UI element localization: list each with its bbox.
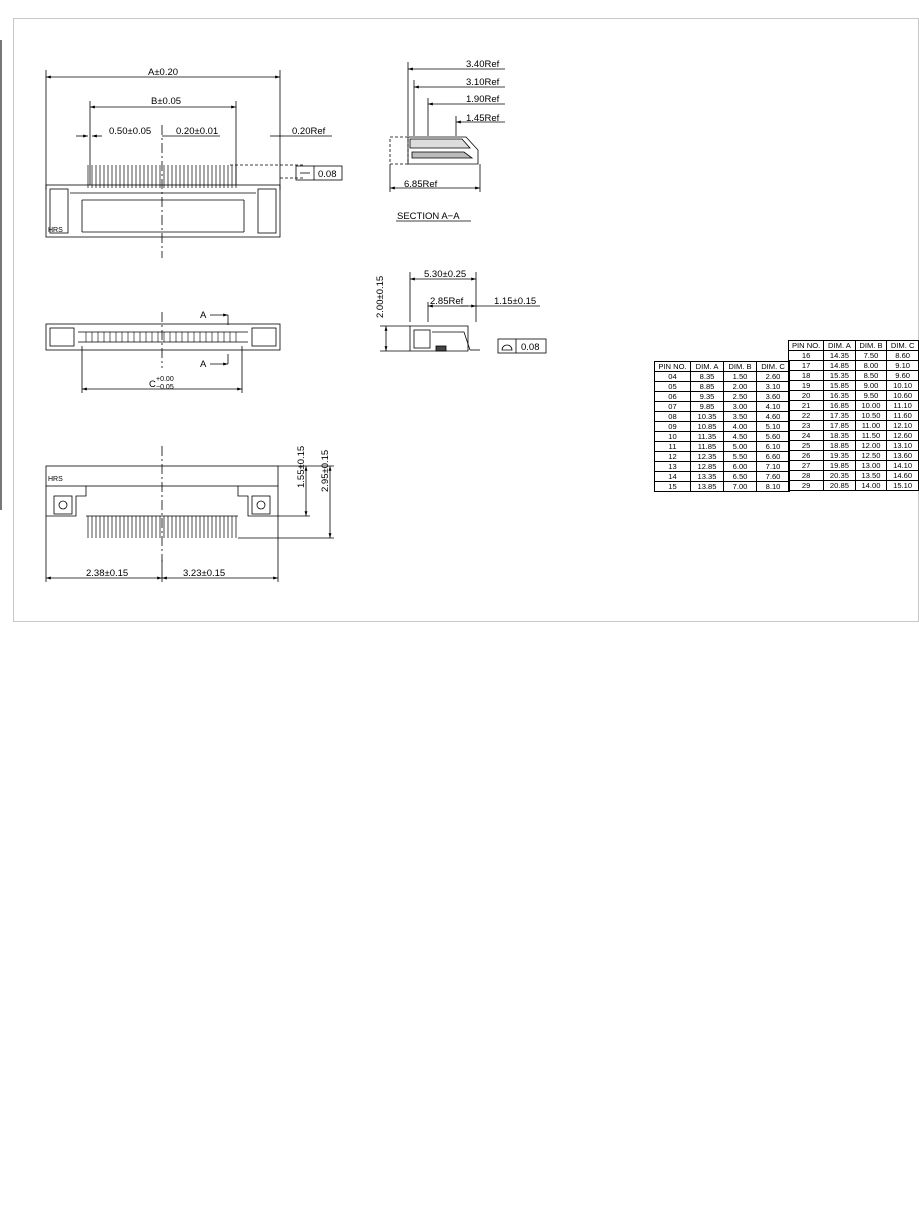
table-row: [655, 372, 790, 382]
table-cell: 28: [789, 471, 824, 481]
table-cell: 13.50: [855, 471, 887, 481]
table-cell: 14: [655, 472, 691, 482]
bottom-d2: 2.95±0.15: [320, 449, 331, 492]
table-header-row: [789, 341, 919, 351]
section-view: [390, 59, 505, 222]
table-cell: 3.10: [757, 382, 790, 392]
table-cell: 15.10: [887, 481, 919, 491]
header-dim-a: DIM. A: [691, 362, 724, 372]
section-d5: 6.85Ref: [404, 179, 438, 190]
table-row: [655, 382, 790, 392]
table-row: [655, 412, 790, 422]
table-cell: 4.60: [757, 412, 790, 422]
table-cell: 6.50: [724, 472, 757, 482]
table-cell: 16.35: [824, 391, 855, 401]
table-cell: 9.85: [691, 402, 724, 412]
header-pin-no: PIN NO.: [655, 362, 691, 372]
section-d3: 1.90Ref: [466, 94, 500, 105]
bottom-view: [46, 446, 334, 582]
table-cell: 14.85: [824, 361, 855, 371]
table-cell: 5.50: [724, 452, 757, 462]
table-cell: 4.00: [724, 422, 757, 432]
section-d4: 1.45Ref: [466, 113, 500, 124]
table-row: [789, 421, 919, 431]
front-view: [46, 310, 280, 393]
table-row: [655, 392, 790, 402]
header-dim-c: DIM. C: [757, 362, 790, 372]
table-row: [789, 381, 919, 391]
table-cell: 3.00: [724, 402, 757, 412]
table-cell: 25: [789, 441, 824, 451]
table-row: [789, 361, 919, 371]
table-cell: 27: [789, 461, 824, 471]
side-view: [375, 269, 546, 353]
table-cell: 13.85: [691, 482, 724, 492]
section-mark-bottom: A: [200, 359, 207, 370]
bottom-d1: 1.55±0.15: [296, 445, 307, 488]
table-cell: 8.35: [691, 372, 724, 382]
table-cell: 17.35: [824, 411, 855, 421]
side-d4: 1.15±0.15: [494, 296, 537, 307]
table-cell: 19: [789, 381, 824, 391]
table-cell: 12.00: [855, 441, 887, 451]
table-cell: 5.00: [724, 442, 757, 452]
table-cell: 11: [655, 442, 691, 452]
table-cell: 10.10: [887, 381, 919, 391]
table-row: [789, 471, 919, 481]
table-cell: 5.60: [757, 432, 790, 442]
side-d2: 2.00±0.15: [375, 275, 386, 318]
table-cell: 7.50: [855, 351, 887, 361]
table-cell: 1.50: [724, 372, 757, 382]
table-cell: 20: [789, 391, 824, 401]
table-cell: 12.60: [887, 431, 919, 441]
table-cell: 9.35: [691, 392, 724, 402]
section-d1: 3.40Ref: [466, 59, 500, 70]
table-cell: 6.60: [757, 452, 790, 462]
table-cell: 22: [789, 411, 824, 421]
dim-a-label: A±0.20: [148, 67, 179, 78]
table-cell: 9.10: [887, 361, 919, 371]
table-cell: 12.50: [855, 451, 887, 461]
bottom-d3: 2.38±0.15: [86, 568, 129, 579]
table-cell: 10.35: [691, 412, 724, 422]
table-cell: 11.85: [691, 442, 724, 452]
table-cell: 17.85: [824, 421, 855, 431]
table-cell: 18: [789, 371, 824, 381]
table-header-row: [655, 362, 790, 372]
table-cell: 07: [655, 402, 691, 412]
table-cell: 8.85: [691, 382, 724, 392]
table-cell: 15.85: [824, 381, 855, 391]
table-row: [789, 351, 919, 361]
table-cell: 20.35: [824, 471, 855, 481]
dim-c-tol-upper: +0.00: [156, 376, 174, 383]
table-cell: 26: [789, 451, 824, 461]
table-body-right: [789, 351, 919, 491]
table-cell: 7.00: [724, 482, 757, 492]
section-mark-top: A: [200, 310, 207, 321]
header-dim-b: DIM. B: [724, 362, 757, 372]
table-row: [655, 442, 790, 452]
table-cell: 12: [655, 452, 691, 462]
table-cell: 10: [655, 432, 691, 442]
table-cell: 24: [789, 431, 824, 441]
width-label: 0.20±0.01: [176, 126, 219, 137]
top-view: [46, 67, 342, 258]
header-dim-c: DIM. C: [887, 341, 919, 351]
table-cell: 9.60: [887, 371, 919, 381]
table-row: [789, 371, 919, 381]
offset-label: 0.20Ref: [292, 126, 326, 137]
table-cell: 29: [789, 481, 824, 491]
table-cell: 5.10: [757, 422, 790, 432]
table-cell: 10.00: [855, 401, 887, 411]
table-cell: 7.10: [757, 462, 790, 472]
flatness-value: 0.08: [318, 169, 337, 180]
table-cell: 8.50: [855, 371, 887, 381]
dim-c-label: C: [149, 379, 156, 390]
table-cell: 6.10: [757, 442, 790, 452]
hrs-logo: HRS: [48, 227, 63, 234]
table-cell: 11.60: [887, 411, 919, 421]
table-cell: 21: [789, 401, 824, 411]
table-cell: 2.50: [724, 392, 757, 402]
table-cell: 12.85: [691, 462, 724, 472]
table-row: [655, 432, 790, 442]
table-row: [789, 391, 919, 401]
table-cell: 2.00: [724, 382, 757, 392]
table-cell: 15.35: [824, 371, 855, 381]
table-row: [655, 472, 790, 482]
table-cell: 10.60: [887, 391, 919, 401]
table-cell: 11.35: [691, 432, 724, 442]
table-cell: 19.35: [824, 451, 855, 461]
table-cell: 3.50: [724, 412, 757, 422]
side-d3: 2.85Ref: [430, 296, 464, 307]
table-cell: 2.60: [757, 372, 790, 382]
header-dim-b: DIM. B: [855, 341, 887, 351]
table-cell: 14.35: [824, 351, 855, 361]
table-body-left: [655, 372, 790, 492]
table-row: [655, 402, 790, 412]
table-cell: 11.00: [855, 421, 887, 431]
table-cell: 13.35: [691, 472, 724, 482]
table-cell: 09: [655, 422, 691, 432]
table-row: [789, 401, 919, 411]
table-cell: 04: [655, 372, 691, 382]
table-row: [789, 461, 919, 471]
table-cell: 15: [655, 482, 691, 492]
table-row: [655, 462, 790, 472]
table-row: [789, 431, 919, 441]
table-cell: 3.60: [757, 392, 790, 402]
table-cell: 16: [789, 351, 824, 361]
table-cell: 13.60: [887, 451, 919, 461]
table-cell: 17: [789, 361, 824, 371]
dim-c-tol-lower: −0.05: [156, 384, 174, 391]
table-row: [789, 411, 919, 421]
table-cell: 12.10: [887, 421, 919, 431]
table-cell: 06: [655, 392, 691, 402]
table-cell: 14.00: [855, 481, 887, 491]
profile-value: 0.08: [521, 342, 540, 353]
table-cell: 18.85: [824, 441, 855, 451]
table-cell: 19.85: [824, 461, 855, 471]
table-cell: 14.60: [887, 471, 919, 481]
table-cell: 7.60: [757, 472, 790, 482]
dim-b-label: B±0.05: [151, 96, 182, 107]
header-pin-no: PIN NO.: [789, 341, 824, 351]
side-d1: 5.30±0.25: [424, 269, 467, 280]
table-cell: 13: [655, 462, 691, 472]
table-cell: 14.10: [887, 461, 919, 471]
table-cell: 13.00: [855, 461, 887, 471]
table-row: [655, 482, 790, 492]
table-cell: 4.10: [757, 402, 790, 412]
pitch-label: 0.50±0.05: [109, 126, 152, 137]
table-cell: 9.00: [855, 381, 887, 391]
svg-text:HRS: HRS: [48, 476, 63, 483]
table-cell: 10.50: [855, 411, 887, 421]
table-cell: 9.50: [855, 391, 887, 401]
table-row: [655, 422, 790, 432]
table-cell: 6.00: [724, 462, 757, 472]
table-cell: 20.85: [824, 481, 855, 491]
table-cell: 05: [655, 382, 691, 392]
table-cell: 8.60: [887, 351, 919, 361]
table-cell: 11.50: [855, 431, 887, 441]
table-cell: 8.10: [757, 482, 790, 492]
header-dim-a: DIM. A: [824, 341, 855, 351]
table-row: [789, 451, 919, 461]
table-row: [789, 481, 919, 491]
section-d2: 3.10Ref: [466, 77, 500, 88]
table-cell: 18.35: [824, 431, 855, 441]
table-cell: 4.50: [724, 432, 757, 442]
table-cell: 10.85: [691, 422, 724, 432]
section-title: SECTION A−A: [397, 211, 460, 222]
table-cell: 13.10: [887, 441, 919, 451]
table-row: [655, 452, 790, 462]
dimension-table-right: [788, 340, 919, 491]
dimension-table-left: [654, 361, 790, 492]
bottom-d4: 3.23±0.15: [183, 568, 226, 579]
table-row: [789, 441, 919, 451]
table-cell: 16.85: [824, 401, 855, 411]
table-cell: 08: [655, 412, 691, 422]
table-cell: 8.00: [855, 361, 887, 371]
table-cell: 12.35: [691, 452, 724, 462]
table-cell: 23: [789, 421, 824, 431]
table-cell: 11.10: [887, 401, 919, 411]
